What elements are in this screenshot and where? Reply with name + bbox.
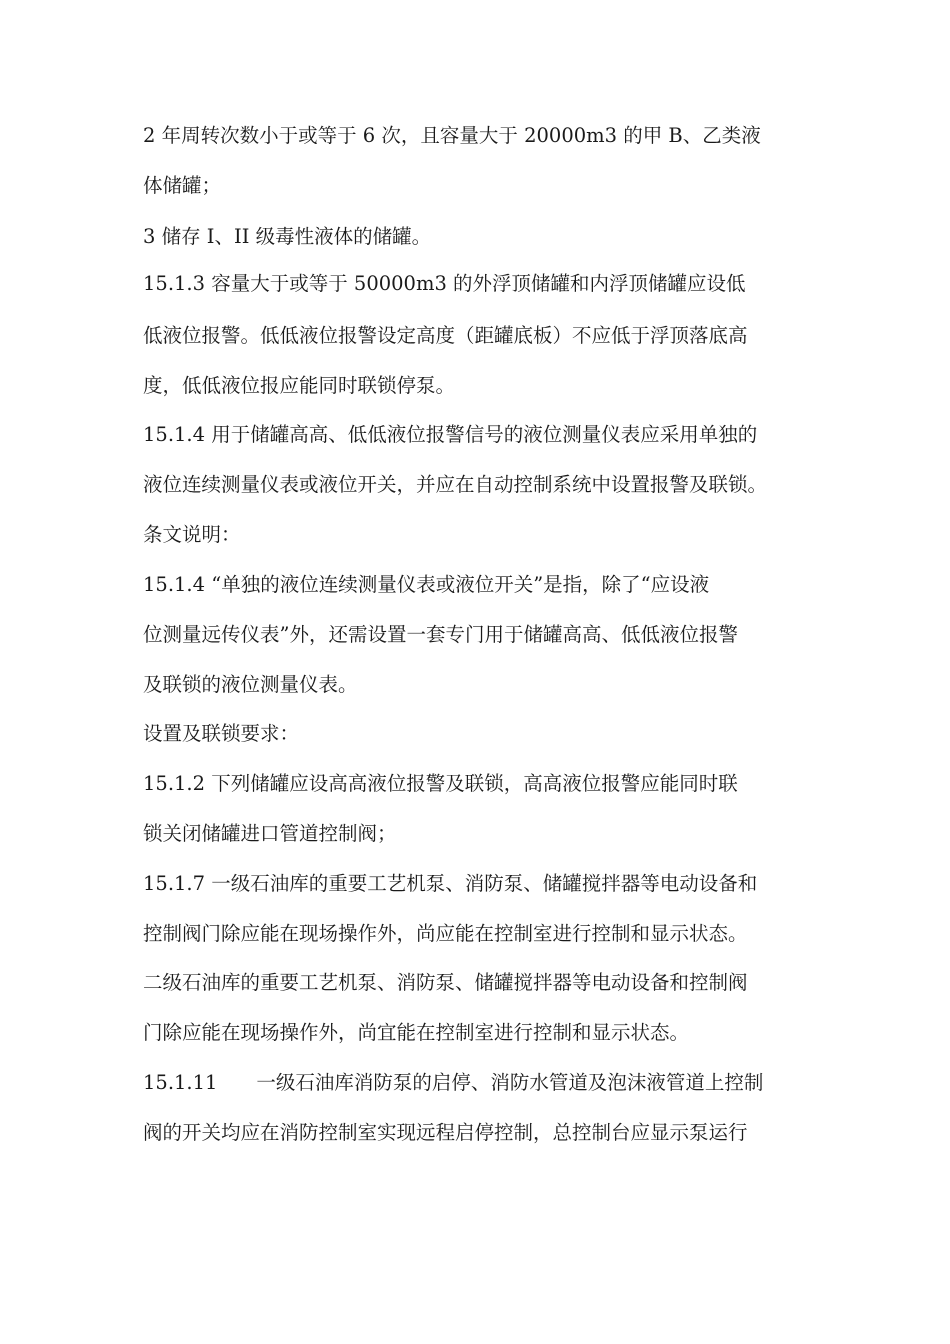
text-line: 3 储存 I、II 级毒性液体的储罐。 [143,225,432,248]
text-line: 15.1.3 容量大于或等于 50000m3 的外浮顶储罐和内浮顶储罐应设低 [143,272,746,295]
text-line: 15.1.4 用于储罐高高、低低液位报警信号的液位测量仪表应采用单独的 [143,423,758,446]
text-line: 及联锁的液位测量仪表。 [143,673,358,696]
text-line: 位测量远传仪表”外，还需设置一套专门用于储罐高高、低低液位报警 [143,623,738,646]
text-line: 锁关闭储罐进口管道控制阀； [143,822,397,845]
text-line: 15.1.4 “单独的液位连续测量仪表或液位开关”是指，除了“应设液 [143,573,710,596]
text-line: 门除应能在现场操作外，尚宜能在控制室进行控制和显示状态。 [143,1021,690,1044]
text-line: 控制阀门除应能在现场操作外，尚应能在控制室进行控制和显示状态。 [143,922,748,945]
text-line: 15.1.7 一级石油库的重要工艺机泵、消防泵、储罐搅拌器等电动设备和 [143,872,758,895]
text-line: 体储罐； [143,174,222,197]
text-line: 低液位报警。低低液位报警设定高度（距罐底板）不应低于浮顶落底高 [143,324,748,347]
text-line: 15.1.2 下列储罐应设高高液位报警及联锁，高高液位报警应能同时联 [143,772,738,795]
text-line: 2 年周转次数小于或等于 6 次，且容量大于 20000m3 的甲 B、乙类液 [143,124,761,147]
text-line: 条文说明： [143,523,241,546]
text-line: 设置及联锁要求： [143,722,300,745]
text-line: 液位连续测量仪表或液位开关，并应在自动控制系统中设置报警及联锁。 [143,473,768,496]
text-line: 阀的开关均应在消防控制室实现远程启停控制，总控制台应显示泵运行 [143,1121,748,1144]
text-line: 15.1.11 一级石油库消防泵的启停、消防水管道及泡沫液管道上控制 [143,1071,764,1094]
text-line: 度，低低液位报应能同时联锁停泵。 [143,374,456,397]
text-line: 二级石油库的重要工艺机泵、消防泵、储罐搅拌器等电动设备和控制阀 [143,971,748,994]
